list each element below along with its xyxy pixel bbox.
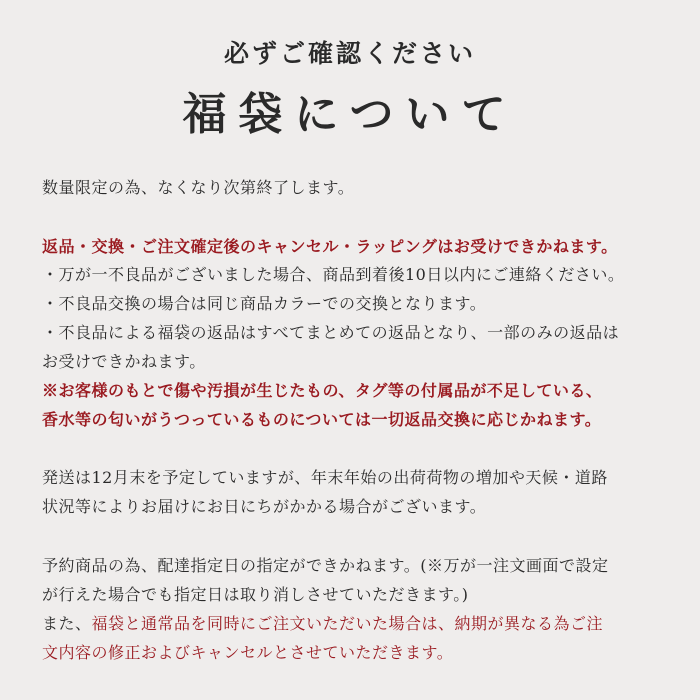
damage-warning-line2: 香水等の匂いがうつっているものについては一切返品交換に応じかねます。 (42, 410, 602, 429)
defect-return-bullet-line2: お受けできかねます。 (42, 352, 206, 371)
shipping-notice-line1: 発送は12月末を予定していますが、年末年始の出荷荷物の増加や天候・道路 (42, 468, 608, 487)
limited-quantity-text: 数量限定の為、なくなり次第終了します。 (42, 178, 355, 197)
reservation-notice-line2: が行えた場合でも指定日は取り消しさせていただきます。) (42, 585, 469, 604)
reservation-notice-line1: 予約商品の為、配達指定日の指定ができかねます。(※万が一注文画面で設定 (42, 556, 609, 575)
defect-contact-bullet: ・万が一不良品がございました場合、商品到着後10日以内にご連絡ください。 (42, 265, 625, 284)
defect-exchange-bullet: ・不良品交換の場合は同じ商品カラーでの交換となります。 (42, 294, 487, 313)
combined-order-prefix: また、 (42, 614, 92, 633)
combined-order-notice-line1 (42, 611, 603, 634)
page-title: 福袋について (182, 89, 518, 140)
no-return-heading: 返品・交換・ご注文確定後のキャンセル・ラッピングはお受けできかねます。 (42, 237, 618, 256)
page-subtitle: 必ずご確認ください (223, 39, 476, 68)
shipping-notice-line2: 状況等によりお届けにお日にちがかかる場合がございます。 (42, 497, 487, 516)
defect-return-bullet-line1: ・不良品による福袋の返品はすべてまとめての返品となり、一部のみの返品は (42, 323, 620, 342)
damage-warning-line1: ※お客様のもとで傷や汚損が生じたもの、タグ等の付属品が不足している、 (42, 381, 603, 400)
combined-order-red-text: 福袋と通常品を同時にご注文いただいた場合は、納期が異なる為ご注 (91, 614, 604, 633)
combined-order-notice-line2: 文内容の修正およびキャンセルとさせていただきます。 (42, 643, 454, 662)
